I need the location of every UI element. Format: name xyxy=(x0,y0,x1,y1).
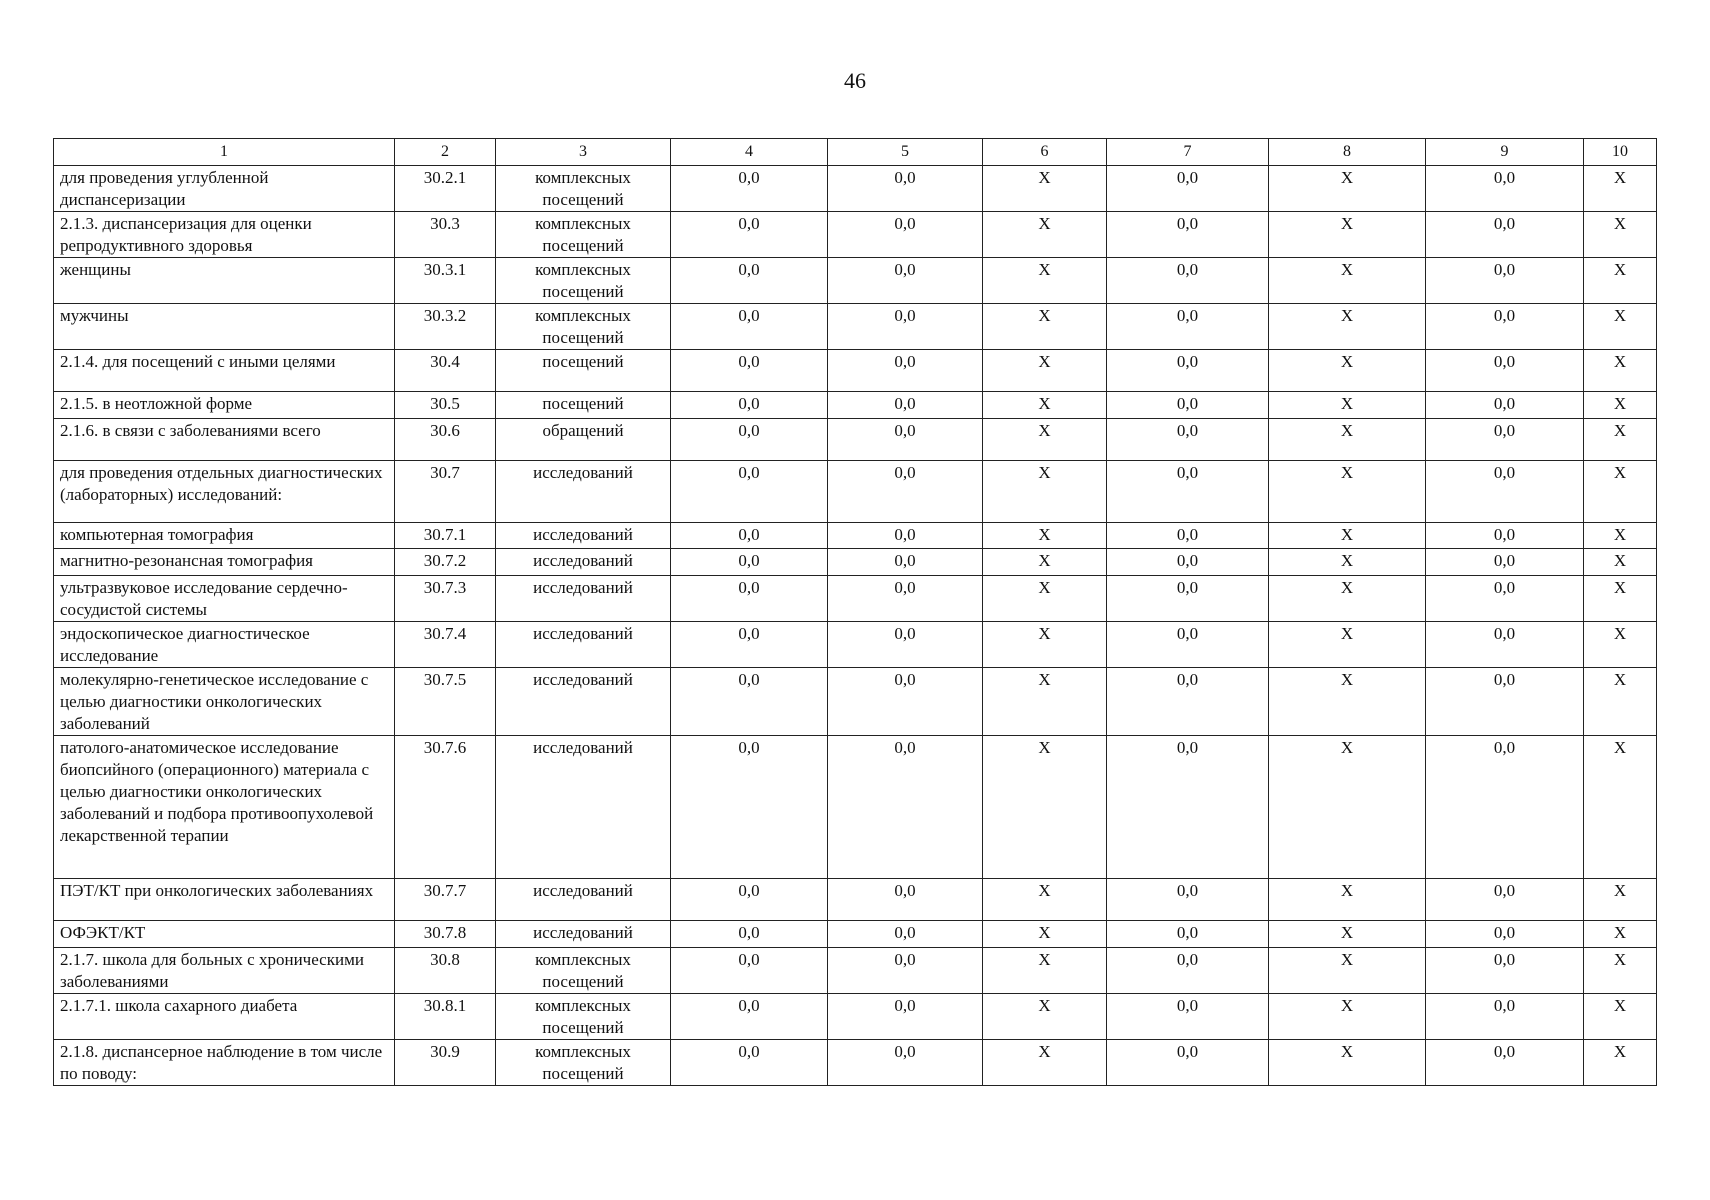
row-unit-cell: исследований xyxy=(496,549,671,576)
column-header: 5 xyxy=(828,139,983,166)
row-name-cell: женщины xyxy=(54,258,395,304)
row-value-cell: 0,0 xyxy=(671,948,828,994)
table-row xyxy=(54,622,1657,668)
row-code-cell: 30.3.2 xyxy=(395,304,496,350)
row-value-cell: Х xyxy=(1269,212,1426,258)
row-unit-cell: комплексных посещений xyxy=(496,258,671,304)
table-row xyxy=(54,1040,1657,1086)
row-value-cell: 0,0 xyxy=(1107,549,1269,576)
row-value-cell: Х xyxy=(1269,304,1426,350)
row-name-cell: мужчины xyxy=(54,304,395,350)
column-header: 9 xyxy=(1426,139,1584,166)
table-row xyxy=(54,523,1657,549)
row-value-cell: 0,0 xyxy=(671,622,828,668)
table-row xyxy=(54,994,1657,1040)
row-value-cell: 0,0 xyxy=(671,549,828,576)
row-value-cell: Х xyxy=(983,258,1107,304)
row-value-cell: 0,0 xyxy=(1107,212,1269,258)
row-value-cell: 0,0 xyxy=(671,212,828,258)
row-value-cell: 0,0 xyxy=(671,1040,828,1086)
row-unit-cell: исследований xyxy=(496,622,671,668)
row-code-cell: 30.7.8 xyxy=(395,921,496,948)
row-code-cell: 30.9 xyxy=(395,1040,496,1086)
row-unit-cell: комплексных посещений xyxy=(496,166,671,212)
row-value-cell: Х xyxy=(1584,879,1657,921)
table-row xyxy=(54,461,1657,523)
row-name-cell: эндоскопическое диагностическое исследование xyxy=(54,622,395,668)
row-value-cell: 0,0 xyxy=(671,166,828,212)
row-value-cell: Х xyxy=(1269,461,1426,523)
row-unit-cell: исследований xyxy=(496,879,671,921)
row-value-cell: 0,0 xyxy=(1107,166,1269,212)
row-value-cell: Х xyxy=(1584,350,1657,392)
table-row xyxy=(54,392,1657,419)
table-row xyxy=(54,350,1657,392)
column-header: 7 xyxy=(1107,139,1269,166)
row-unit-cell: исследований xyxy=(496,576,671,622)
row-value-cell: 0,0 xyxy=(828,166,983,212)
row-value-cell: Х xyxy=(1269,668,1426,736)
row-value-cell: 0,0 xyxy=(1107,1040,1269,1086)
row-name-cell: 2.1.6. в связи с заболеваниями всего xyxy=(54,419,395,461)
row-value-cell: Х xyxy=(983,304,1107,350)
table-row xyxy=(54,304,1657,350)
row-code-cell: 30.7 xyxy=(395,461,496,523)
row-value-cell: 0,0 xyxy=(828,879,983,921)
row-unit-cell: комплексных посещений xyxy=(496,212,671,258)
row-value-cell: 0,0 xyxy=(828,549,983,576)
row-value-cell: Х xyxy=(983,523,1107,549)
row-value-cell: 0,0 xyxy=(1107,258,1269,304)
row-value-cell: 0,0 xyxy=(1426,304,1584,350)
row-code-cell: 30.3.1 xyxy=(395,258,496,304)
row-code-cell: 30.3 xyxy=(395,212,496,258)
row-value-cell: 0,0 xyxy=(671,523,828,549)
row-value-cell: 0,0 xyxy=(671,350,828,392)
row-unit-cell: исследований xyxy=(496,921,671,948)
row-value-cell: Х xyxy=(983,212,1107,258)
row-code-cell: 30.2.1 xyxy=(395,166,496,212)
row-code-cell: 30.7.5 xyxy=(395,668,496,736)
row-value-cell: 0,0 xyxy=(828,576,983,622)
column-header: 4 xyxy=(671,139,828,166)
row-value-cell: 0,0 xyxy=(828,622,983,668)
row-value-cell: 0,0 xyxy=(1426,948,1584,994)
row-unit-cell: обращений xyxy=(496,419,671,461)
row-value-cell: Х xyxy=(983,350,1107,392)
row-value-cell: Х xyxy=(1584,994,1657,1040)
row-code-cell: 30.7.3 xyxy=(395,576,496,622)
table-row xyxy=(54,549,1657,576)
row-value-cell: Х xyxy=(1269,921,1426,948)
row-value-cell: 0,0 xyxy=(1426,419,1584,461)
row-value-cell: Х xyxy=(1584,392,1657,419)
row-unit-cell: исследований xyxy=(496,736,671,879)
row-value-cell: Х xyxy=(983,736,1107,879)
row-value-cell: 0,0 xyxy=(671,392,828,419)
row-value-cell: 0,0 xyxy=(1107,668,1269,736)
table-header-row xyxy=(54,139,1657,166)
row-value-cell: Х xyxy=(983,576,1107,622)
row-value-cell: 0,0 xyxy=(1426,461,1584,523)
row-value-cell: Х xyxy=(1584,461,1657,523)
row-name-cell: для проведения углубленной диспансеризации xyxy=(54,166,395,212)
table-row xyxy=(54,668,1657,736)
row-code-cell: 30.8.1 xyxy=(395,994,496,1040)
row-value-cell: 0,0 xyxy=(1107,879,1269,921)
row-value-cell: 0,0 xyxy=(1426,668,1584,736)
row-value-cell: Х xyxy=(1269,258,1426,304)
row-name-cell: 2.1.5. в неотложной форме xyxy=(54,392,395,419)
table-row xyxy=(54,576,1657,622)
row-value-cell: Х xyxy=(1269,419,1426,461)
row-value-cell: 0,0 xyxy=(671,304,828,350)
row-unit-cell: исследований xyxy=(496,523,671,549)
row-value-cell: 0,0 xyxy=(1107,523,1269,549)
row-value-cell: 0,0 xyxy=(1107,461,1269,523)
table-row xyxy=(54,258,1657,304)
row-code-cell: 30.7.6 xyxy=(395,736,496,879)
row-value-cell: 0,0 xyxy=(1426,258,1584,304)
row-value-cell: Х xyxy=(1584,523,1657,549)
row-value-cell: 0,0 xyxy=(1107,350,1269,392)
row-code-cell: 30.7.7 xyxy=(395,879,496,921)
row-value-cell: 0,0 xyxy=(828,258,983,304)
row-name-cell: ультразвуковое исследование сердечно-сосудистой системы xyxy=(54,576,395,622)
row-value-cell: Х xyxy=(1584,1040,1657,1086)
row-value-cell: Х xyxy=(983,549,1107,576)
table-row xyxy=(54,166,1657,212)
row-name-cell: 2.1.7.1. школа сахарного диабета xyxy=(54,994,395,1040)
row-value-cell: Х xyxy=(1584,166,1657,212)
row-value-cell: 0,0 xyxy=(1107,304,1269,350)
row-value-cell: 0,0 xyxy=(671,576,828,622)
row-name-cell: молекулярно-генетическое исследование с целью диагностики онкологических заболеваний xyxy=(54,668,395,736)
table-row xyxy=(54,212,1657,258)
row-value-cell: Х xyxy=(1269,549,1426,576)
row-value-cell: 0,0 xyxy=(671,461,828,523)
row-value-cell: 0,0 xyxy=(1107,948,1269,994)
row-unit-cell: комплексных посещений xyxy=(496,994,671,1040)
row-value-cell: 0,0 xyxy=(1107,736,1269,879)
row-unit-cell: посещений xyxy=(496,392,671,419)
row-value-cell: 0,0 xyxy=(1426,622,1584,668)
row-value-cell: Х xyxy=(1269,350,1426,392)
row-value-cell: 0,0 xyxy=(671,879,828,921)
row-value-cell: Х xyxy=(1269,994,1426,1040)
row-name-cell: 2.1.3. диспансеризация для оценки репродуктивного здоровья xyxy=(54,212,395,258)
page-number: 46 xyxy=(844,68,866,93)
row-value-cell: 0,0 xyxy=(828,668,983,736)
row-value-cell: Х xyxy=(1269,622,1426,668)
row-value-cell: 0,0 xyxy=(671,994,828,1040)
row-value-cell: 0,0 xyxy=(671,258,828,304)
row-code-cell: 30.7.4 xyxy=(395,622,496,668)
row-name-cell: магнитно-резонансная томография xyxy=(54,549,395,576)
row-value-cell: Х xyxy=(1269,948,1426,994)
row-value-cell: 0,0 xyxy=(1426,994,1584,1040)
row-value-cell: Х xyxy=(1584,948,1657,994)
row-value-cell: Х xyxy=(1269,879,1426,921)
row-value-cell: 0,0 xyxy=(1426,350,1584,392)
row-value-cell: 0,0 xyxy=(1107,994,1269,1040)
row-name-cell: 2.1.4. для посещений с иными целями xyxy=(54,350,395,392)
row-name-cell: 2.1.7. школа для больных с хроническими заболеваниями xyxy=(54,948,395,994)
row-code-cell: 30.7.2 xyxy=(395,549,496,576)
row-value-cell: Х xyxy=(1584,258,1657,304)
row-value-cell: Х xyxy=(1584,622,1657,668)
table-row xyxy=(54,921,1657,948)
row-value-cell: Х xyxy=(1584,419,1657,461)
column-header: 3 xyxy=(496,139,671,166)
row-value-cell: 0,0 xyxy=(1107,419,1269,461)
data-table xyxy=(53,138,1657,1086)
row-value-cell: Х xyxy=(983,622,1107,668)
row-value-cell: 0,0 xyxy=(671,668,828,736)
row-value-cell: 0,0 xyxy=(828,350,983,392)
row-code-cell: 30.8 xyxy=(395,948,496,994)
row-value-cell: Х xyxy=(1584,921,1657,948)
row-code-cell: 30.6 xyxy=(395,419,496,461)
row-value-cell: Х xyxy=(983,166,1107,212)
row-value-cell: 0,0 xyxy=(828,921,983,948)
row-value-cell: 0,0 xyxy=(828,736,983,879)
row-unit-cell: исследований xyxy=(496,461,671,523)
row-value-cell: 0,0 xyxy=(671,921,828,948)
row-value-cell: 0,0 xyxy=(1426,166,1584,212)
row-value-cell: 0,0 xyxy=(1426,576,1584,622)
row-code-cell: 30.5 xyxy=(395,392,496,419)
row-value-cell: 0,0 xyxy=(828,948,983,994)
row-value-cell: 0,0 xyxy=(828,392,983,419)
row-value-cell: Х xyxy=(1269,392,1426,419)
row-value-cell: Х xyxy=(983,994,1107,1040)
row-value-cell: Х xyxy=(1269,523,1426,549)
column-header: 6 xyxy=(983,139,1107,166)
column-header: 1 xyxy=(54,139,395,166)
row-value-cell: Х xyxy=(983,879,1107,921)
row-value-cell: Х xyxy=(1269,1040,1426,1086)
row-value-cell: Х xyxy=(983,921,1107,948)
row-unit-cell: комплексных посещений xyxy=(496,304,671,350)
row-unit-cell: посещений xyxy=(496,350,671,392)
row-value-cell: Х xyxy=(1584,668,1657,736)
row-unit-cell: исследований xyxy=(496,668,671,736)
row-name-cell: ОФЭКТ/КТ xyxy=(54,921,395,948)
row-name-cell: ПЭТ/КТ при онкологических заболеваниях xyxy=(54,879,395,921)
row-value-cell: 0,0 xyxy=(1426,523,1584,549)
row-value-cell: 0,0 xyxy=(1426,879,1584,921)
row-value-cell: Х xyxy=(1269,736,1426,879)
row-value-cell: 0,0 xyxy=(1426,1040,1584,1086)
column-header: 2 xyxy=(395,139,496,166)
row-value-cell: 0,0 xyxy=(671,419,828,461)
row-value-cell: 0,0 xyxy=(828,994,983,1040)
row-value-cell: Х xyxy=(1584,212,1657,258)
row-value-cell: Х xyxy=(1584,576,1657,622)
table-row xyxy=(54,948,1657,994)
row-value-cell: 0,0 xyxy=(828,461,983,523)
row-value-cell: 0,0 xyxy=(1426,736,1584,879)
row-value-cell: Х xyxy=(1584,304,1657,350)
row-value-cell: Х xyxy=(983,461,1107,523)
row-value-cell: 0,0 xyxy=(1107,921,1269,948)
row-value-cell: 0,0 xyxy=(1426,392,1584,419)
row-value-cell: Х xyxy=(1269,166,1426,212)
row-value-cell: Х xyxy=(1584,549,1657,576)
column-header: 8 xyxy=(1269,139,1426,166)
row-value-cell: Х xyxy=(983,392,1107,419)
row-value-cell: 0,0 xyxy=(1426,549,1584,576)
row-value-cell: Х xyxy=(983,668,1107,736)
row-name-cell: для проведения отдельных диагностических (лабораторных) исследований: xyxy=(54,461,395,523)
row-unit-cell: комплексных посещений xyxy=(496,948,671,994)
row-value-cell: 0,0 xyxy=(1107,576,1269,622)
row-value-cell: 0,0 xyxy=(1107,622,1269,668)
row-value-cell: 0,0 xyxy=(1107,392,1269,419)
row-value-cell: Х xyxy=(983,948,1107,994)
column-header: 10 xyxy=(1584,139,1657,166)
row-unit-cell: комплексных посещений xyxy=(496,1040,671,1086)
row-value-cell: 0,0 xyxy=(1426,212,1584,258)
table-row xyxy=(54,419,1657,461)
table-row xyxy=(54,879,1657,921)
row-value-cell: 0,0 xyxy=(828,1040,983,1086)
row-value-cell: 0,0 xyxy=(671,736,828,879)
row-value-cell: Х xyxy=(983,1040,1107,1086)
row-name-cell: 2.1.8. диспансерное наблюдение в том числе по поводу: xyxy=(54,1040,395,1086)
row-name-cell: компьютерная томография xyxy=(54,523,395,549)
row-value-cell: 0,0 xyxy=(828,212,983,258)
row-code-cell: 30.7.1 xyxy=(395,523,496,549)
row-code-cell: 30.4 xyxy=(395,350,496,392)
row-value-cell: 0,0 xyxy=(1426,921,1584,948)
row-value-cell: 0,0 xyxy=(828,523,983,549)
row-value-cell: Х xyxy=(1269,576,1426,622)
row-value-cell: 0,0 xyxy=(828,419,983,461)
table-row xyxy=(54,736,1657,879)
row-value-cell: Х xyxy=(983,419,1107,461)
row-name-cell: патолого-анатомическое исследование биопсийного (операционного) материала с целью диагностики онкологических заболеваний и подбора противоопухолевой лекарственной терапии xyxy=(54,736,395,879)
row-value-cell: 0,0 xyxy=(828,304,983,350)
row-value-cell: Х xyxy=(1584,736,1657,879)
